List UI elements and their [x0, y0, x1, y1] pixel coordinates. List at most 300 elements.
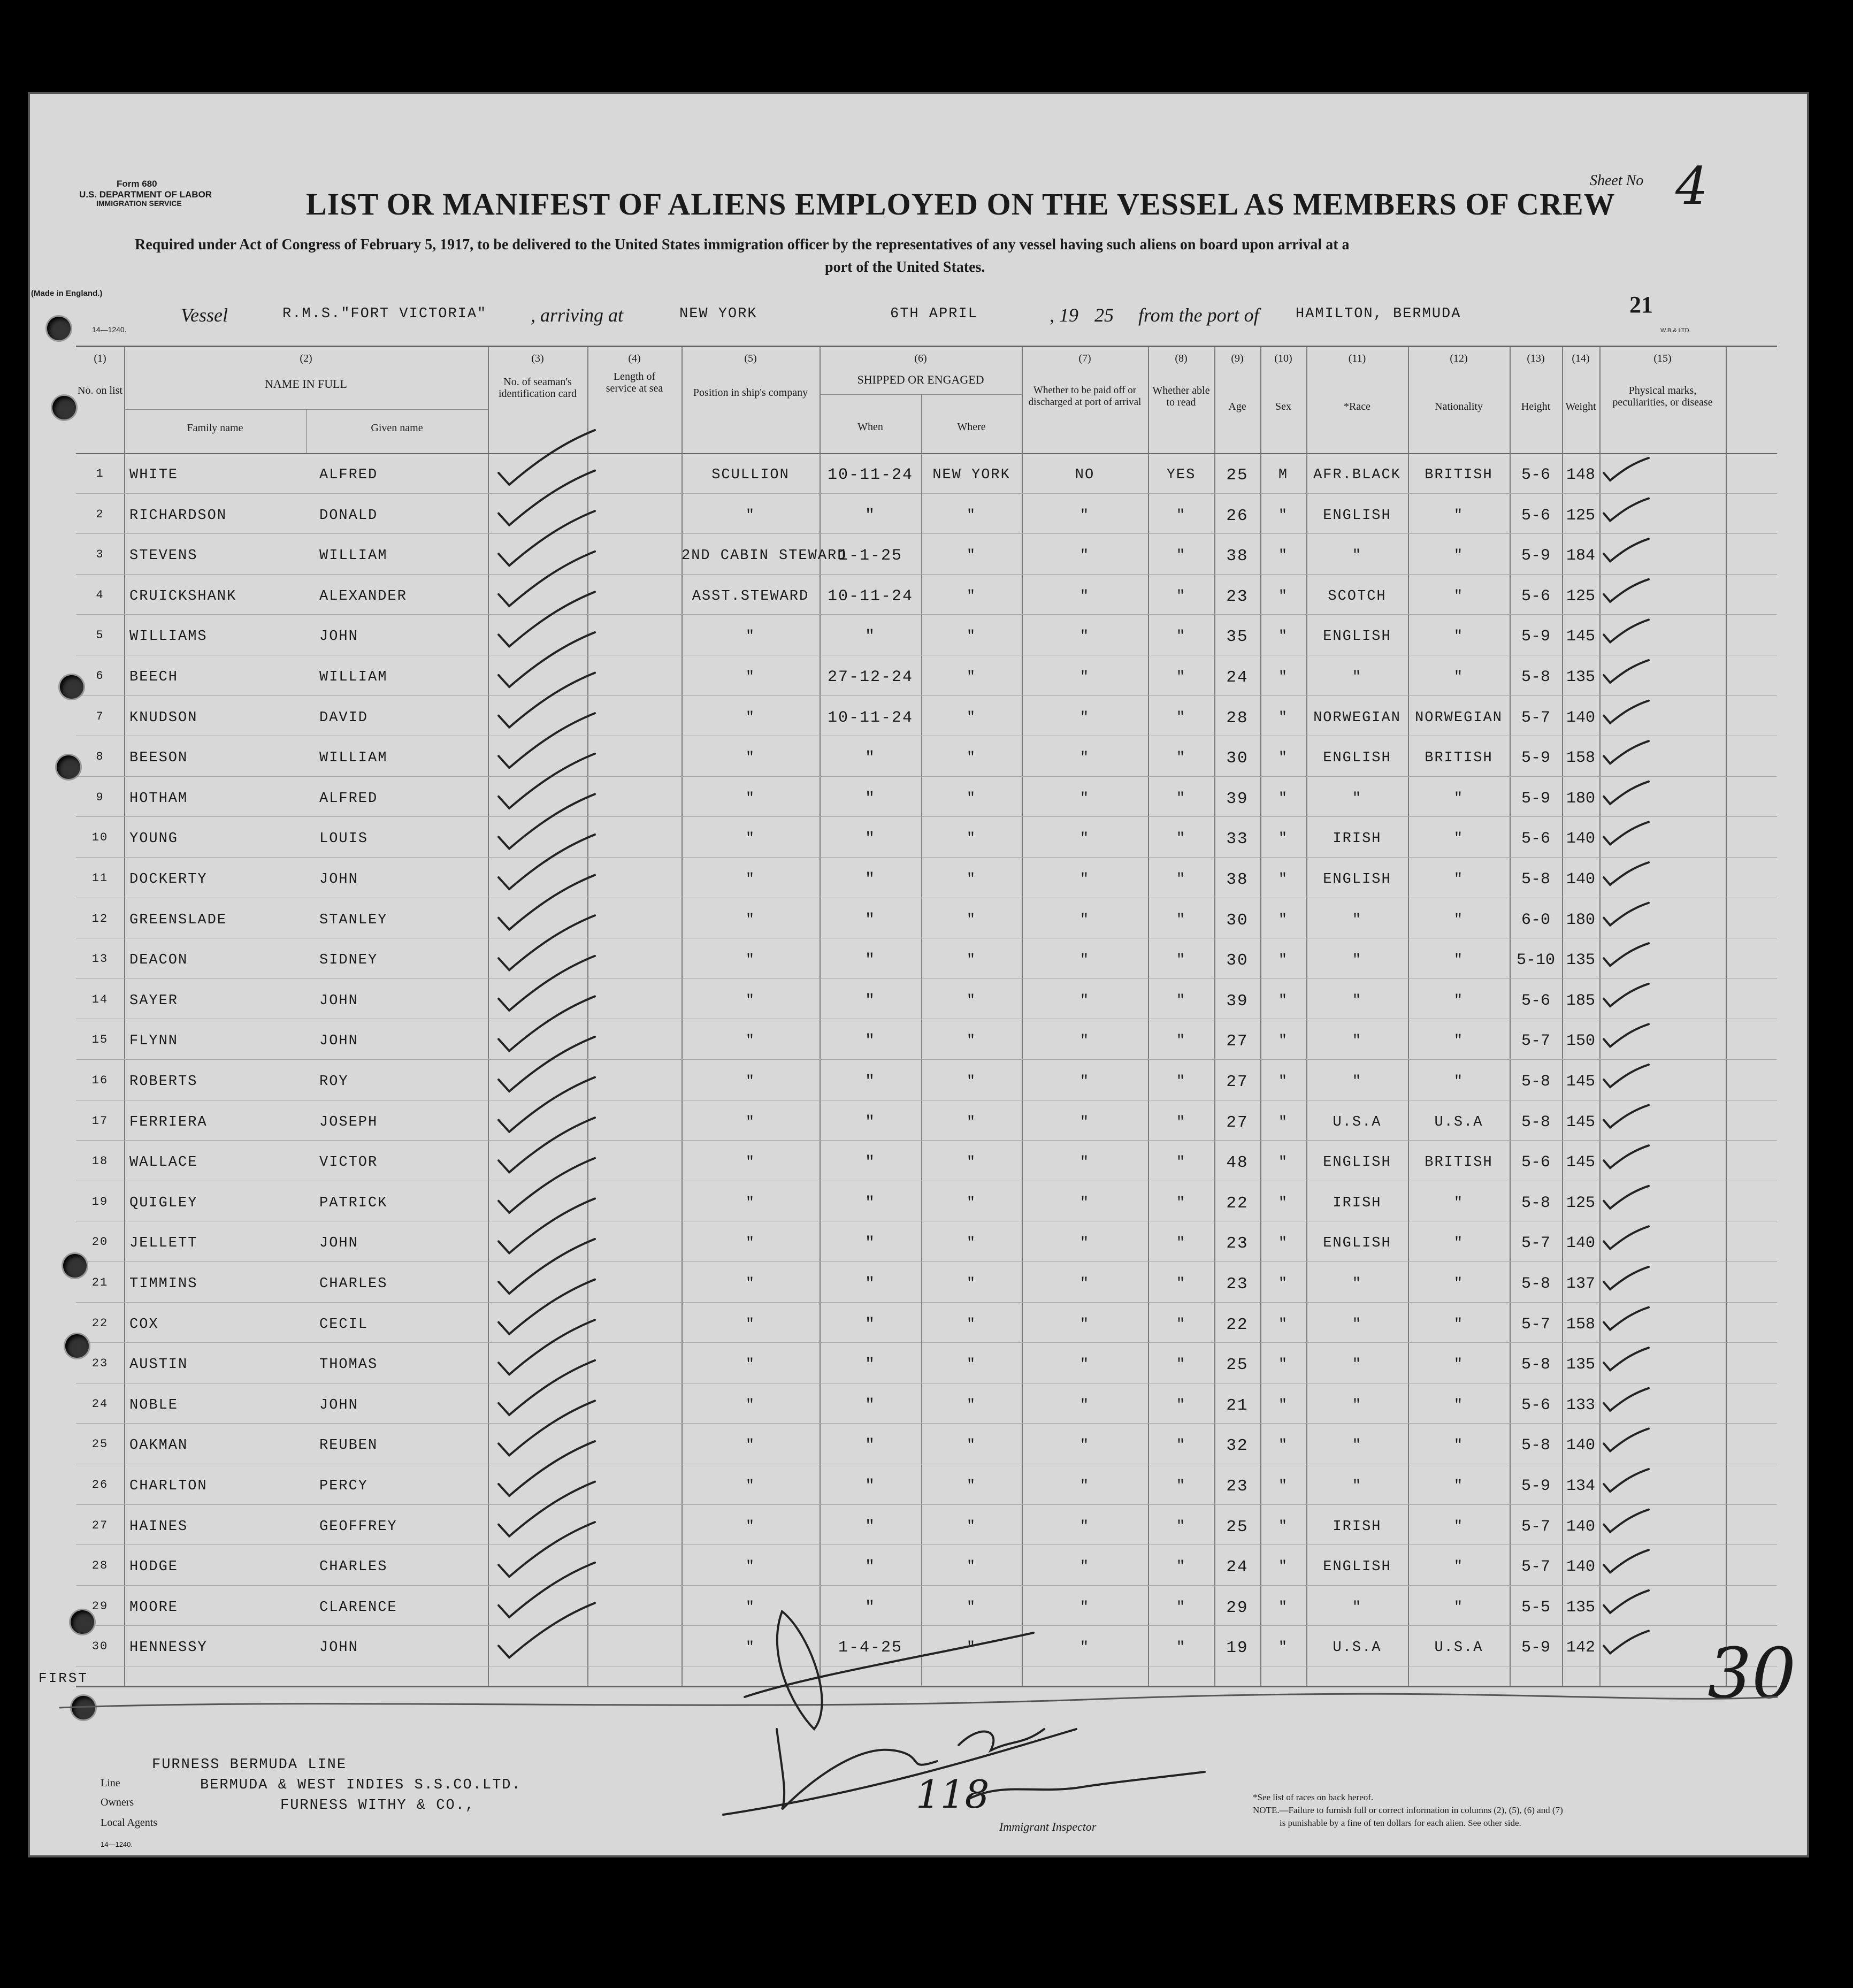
position: " [745, 1438, 756, 1454]
able-to-read: " [1176, 1195, 1186, 1211]
able-to-read: " [1176, 1033, 1186, 1050]
given-name: DAVID [319, 709, 369, 726]
shipped-when: " [864, 870, 876, 889]
col10-number: (10) [1274, 353, 1292, 364]
col15-header: Physical marks, peculiarities, or disease [1612, 385, 1713, 408]
paid-off: " [1079, 669, 1090, 685]
given-name: CHARLES [319, 1559, 388, 1576]
row-number: 19 [91, 1195, 109, 1209]
given-name: WILLIAM [319, 548, 388, 564]
age: 48 [1226, 1153, 1249, 1173]
weight: 140 [1566, 1436, 1595, 1455]
given-name: SIDNEY [319, 952, 378, 969]
handwritten-total: 30 [1707, 1633, 1796, 1714]
paid-off: " [1079, 1559, 1090, 1576]
able-to-read: YES [1166, 467, 1196, 483]
age: 23 [1226, 1477, 1249, 1496]
shipped-where: " [966, 1357, 977, 1373]
race: ENGLISH [1323, 750, 1391, 767]
weight: 142 [1566, 1639, 1595, 1657]
table-row [76, 858, 1777, 898]
race: ENGLISH [1323, 507, 1391, 524]
from-label: from the port of [1138, 304, 1259, 326]
weight: 184 [1566, 547, 1595, 565]
col1-number: (1) [94, 353, 106, 364]
nationality: " [1453, 831, 1464, 847]
race: SCOTCH [1328, 588, 1387, 605]
sex: " [1278, 750, 1289, 767]
able-to-read: " [1176, 507, 1186, 524]
col1-header: No. on list [78, 385, 122, 396]
position: SCULLION [711, 467, 790, 483]
position: " [745, 1316, 756, 1333]
race: IRISH [1333, 1195, 1382, 1211]
age: 33 [1226, 830, 1249, 849]
table-row [76, 1262, 1777, 1303]
position: " [745, 629, 756, 645]
age: 30 [1226, 951, 1249, 970]
race: " [1352, 1276, 1362, 1292]
page-title: LIST OR MANIFEST OF ALIENS EMPLOYED ON THE VESSEL AS MEMBERS OF CREW [306, 187, 1615, 221]
family-name: WILLIAMS [129, 629, 208, 645]
row-number: 25 [91, 1438, 109, 1451]
sex: " [1278, 1195, 1289, 1211]
able-to-read: " [1176, 790, 1186, 807]
col8-number: (8) [1175, 353, 1188, 364]
family-name: ROBERTS [129, 1074, 198, 1090]
owners-label: Owners [101, 1796, 134, 1808]
col6a-header: When [857, 421, 883, 433]
paid-off: " [1079, 548, 1090, 564]
position: " [745, 1518, 756, 1535]
able-to-read: " [1176, 952, 1186, 969]
printer-mark: W.B.& LTD. [1660, 327, 1691, 334]
col5-header: Position in ship's company [693, 387, 808, 399]
nationality: U.S.A [1434, 1114, 1483, 1130]
nationality: " [1453, 871, 1464, 888]
row-number: 15 [91, 1033, 109, 1047]
height: 5-6 [1521, 506, 1550, 525]
sex: " [1278, 548, 1289, 564]
nationality: " [1453, 669, 1464, 685]
shipped-where: " [966, 709, 977, 726]
given-name: JOHN [319, 1397, 358, 1413]
age: 39 [1226, 789, 1249, 808]
table-row [76, 777, 1777, 817]
shipped-when: " [864, 1073, 876, 1091]
made-in: (Made in England.) [31, 289, 103, 298]
col7-header: Whether to be paid off or discharged at port of arrival [1028, 385, 1142, 408]
paid-off: " [1079, 1276, 1090, 1292]
race: NORWEGIAN [1313, 709, 1401, 726]
position: " [745, 952, 756, 969]
shipped-when: " [864, 749, 876, 768]
shipped-where: " [966, 1397, 977, 1413]
sex: " [1278, 1114, 1289, 1130]
col14-number: (14) [1572, 353, 1590, 364]
table-row [76, 453, 1777, 494]
family-name: HODGE [129, 1559, 179, 1576]
height: 5-8 [1521, 1275, 1550, 1293]
table-row [76, 1505, 1777, 1546]
nationality: BRITISH [1425, 750, 1493, 767]
race: " [1352, 1438, 1362, 1454]
col11-header: *Race [1344, 401, 1370, 412]
form-department: U.S. DEPARTMENT OF LABOR [79, 189, 212, 200]
sex: " [1278, 871, 1289, 888]
height: 6-0 [1521, 911, 1550, 929]
arriving-label: , arriving at [531, 304, 624, 326]
col2-header: NAME IN FULL [265, 377, 347, 391]
line-label: Line [101, 1777, 120, 1789]
paid-off: " [1079, 750, 1090, 767]
family-name: MOORE [129, 1599, 179, 1616]
table-row [76, 1424, 1777, 1464]
height: 5-6 [1521, 466, 1550, 484]
weight: 145 [1566, 1073, 1595, 1091]
race: " [1352, 1478, 1362, 1494]
position: " [745, 750, 756, 767]
weight: 145 [1566, 1153, 1595, 1172]
nationality: " [1453, 507, 1464, 524]
age: 23 [1226, 587, 1249, 606]
shipped-when: 10-11-24 [827, 466, 914, 484]
row-number: 18 [91, 1154, 109, 1168]
height: 5-9 [1521, 1639, 1550, 1657]
shipped-where: " [966, 1033, 977, 1050]
paid-off: " [1079, 1640, 1090, 1656]
height: 5-8 [1521, 1194, 1550, 1212]
age: 27 [1226, 1113, 1249, 1132]
punch-hole [57, 755, 80, 779]
able-to-read: " [1176, 871, 1186, 888]
paid-off: " [1079, 709, 1090, 726]
shipped-when: 27-12-24 [827, 668, 914, 686]
nationality: BRITISH [1425, 1154, 1493, 1171]
punch-hole [60, 675, 83, 699]
owners-value: BERMUDA & WEST INDIES S.S.CO.LTD. [200, 1777, 522, 1793]
height: 5-9 [1521, 789, 1550, 808]
able-to-read: " [1176, 1397, 1186, 1413]
position: " [745, 831, 756, 847]
family-name: OAKMAN [129, 1438, 188, 1454]
able-to-read: " [1176, 1559, 1186, 1576]
able-to-read: " [1176, 1357, 1186, 1373]
nationality: " [1453, 1559, 1464, 1576]
sex: " [1278, 1599, 1289, 1616]
row-number: 28 [91, 1559, 109, 1573]
form-code-bottom: 14—1240. [101, 1840, 133, 1848]
form-code-top: 14—1240. [92, 325, 127, 334]
race: " [1352, 1316, 1362, 1333]
family-name: RICHARDSON [129, 507, 227, 524]
height: 5-7 [1521, 708, 1550, 727]
weight: 145 [1566, 628, 1595, 646]
weight: 140 [1566, 830, 1595, 848]
position: " [745, 790, 756, 807]
shipped-where: " [966, 1316, 977, 1333]
position: " [745, 1195, 756, 1211]
paid-off: " [1079, 1074, 1090, 1090]
sex: " [1278, 1316, 1289, 1333]
family-name: GREENSLADE [129, 912, 227, 928]
height: 5-6 [1521, 1396, 1550, 1414]
table-row [76, 1221, 1777, 1262]
inspector-signature [702, 1569, 1237, 1836]
nationality: " [1453, 1316, 1464, 1333]
table-row [76, 615, 1777, 655]
punch-hole [52, 396, 76, 419]
shipped-where: " [966, 1276, 977, 1292]
list-number: 21 [1629, 292, 1653, 318]
shipped-where: " [966, 1640, 977, 1656]
race: " [1352, 1074, 1362, 1090]
inspector-number: 118 [916, 1772, 990, 1817]
family-name: HOTHAM [129, 790, 188, 807]
paid-off: " [1079, 1518, 1090, 1535]
family-name: BEECH [129, 669, 179, 685]
given-name: ALFRED [319, 467, 378, 483]
position: " [745, 912, 756, 928]
family-name: STEVENS [129, 548, 198, 564]
age: 35 [1226, 628, 1249, 647]
position: ASST.STEWARD [692, 588, 809, 605]
sex: " [1278, 952, 1289, 969]
nationality: NORWEGIAN [1415, 709, 1503, 726]
table-row [76, 1383, 1777, 1424]
sex: " [1278, 1559, 1289, 1576]
shipped-where: " [966, 750, 977, 767]
race: " [1352, 669, 1362, 685]
sex: " [1278, 588, 1289, 605]
age: 23 [1226, 1275, 1249, 1294]
weight: 180 [1566, 789, 1595, 808]
age: 19 [1226, 1639, 1249, 1658]
table-row [76, 1343, 1777, 1383]
height: 5-8 [1521, 1356, 1550, 1374]
shipped-when: " [864, 1356, 876, 1374]
weight: 145 [1566, 1113, 1595, 1131]
nationality: " [1453, 1276, 1464, 1292]
table-row [76, 1181, 1777, 1222]
race: U.S.A [1333, 1640, 1382, 1656]
given-name: JOHN [319, 992, 358, 1009]
age: 26 [1226, 506, 1249, 525]
weight: 125 [1566, 1194, 1595, 1212]
paid-off: " [1079, 1033, 1090, 1050]
nationality: " [1453, 912, 1464, 928]
margin-note: FIRST [39, 1670, 89, 1686]
paid-off: " [1079, 629, 1090, 645]
shipped-where: " [966, 1114, 977, 1130]
paid-off: " [1079, 1478, 1090, 1494]
sex: " [1278, 1235, 1289, 1252]
family-name: WALLACE [129, 1154, 198, 1171]
sex: " [1278, 912, 1289, 928]
nationality: " [1453, 1074, 1464, 1090]
row-number: 10 [91, 831, 109, 845]
form-number: Form 680 [117, 179, 157, 189]
able-to-read: " [1176, 1114, 1186, 1130]
sex: " [1278, 709, 1289, 726]
age: 28 [1226, 708, 1249, 728]
position: " [745, 709, 756, 726]
position: " [745, 1033, 756, 1050]
position: " [745, 669, 756, 685]
able-to-read: " [1176, 831, 1186, 847]
family-name: CHARLTON [129, 1478, 208, 1494]
family-name: SAYER [129, 992, 179, 1009]
age: 38 [1226, 870, 1249, 889]
family-name: AUSTIN [129, 1357, 188, 1373]
sex: " [1278, 507, 1289, 524]
nationality: U.S.A [1434, 1640, 1483, 1656]
weight: 158 [1566, 1315, 1595, 1334]
shipped-when: " [864, 991, 876, 1010]
shipped-where: " [966, 1154, 977, 1171]
shipped-when: " [864, 830, 876, 848]
race: " [1352, 790, 1362, 807]
punch-hole [47, 317, 71, 340]
paid-off: " [1079, 992, 1090, 1009]
height: 5-9 [1521, 749, 1550, 768]
col12-header: Nationality [1435, 401, 1483, 412]
sex: " [1278, 1154, 1289, 1171]
arrival-date: 6TH APRIL [890, 306, 978, 322]
able-to-read: " [1176, 1074, 1186, 1090]
row-number: 12 [91, 912, 109, 926]
position: " [745, 1357, 756, 1373]
able-to-read: " [1176, 1518, 1186, 1535]
col6-header: SHIPPED OR ENGAGED [857, 373, 984, 386]
age: 29 [1226, 1598, 1249, 1617]
paid-off: " [1079, 1599, 1090, 1616]
position: " [745, 1478, 756, 1494]
col12-number: (12) [1450, 353, 1468, 364]
height: 5-8 [1521, 1113, 1550, 1131]
nationality: " [1453, 1033, 1464, 1050]
given-name: REUBEN [319, 1438, 378, 1454]
nationality: " [1453, 1438, 1464, 1454]
line-value: FURNESS BERMUDA LINE [152, 1757, 347, 1773]
shipped-when: " [864, 1598, 876, 1617]
given-name: CHARLES [319, 1276, 388, 1292]
row-number: 30 [91, 1640, 109, 1654]
weight: 135 [1566, 1598, 1595, 1617]
nationality: " [1453, 1478, 1464, 1494]
able-to-read: " [1176, 669, 1186, 685]
table-row [76, 1019, 1777, 1060]
paid-off: " [1079, 790, 1090, 807]
paid-off: " [1079, 588, 1090, 605]
position: " [745, 507, 756, 524]
agents-value: FURNESS WITHY & CO., [280, 1798, 476, 1814]
race: " [1352, 1357, 1362, 1373]
sex: " [1278, 1074, 1289, 1090]
given-name: PERCY [319, 1478, 369, 1494]
given-name: DONALD [319, 507, 378, 524]
shipped-where: " [966, 1195, 977, 1211]
paid-off: " [1079, 831, 1090, 847]
table-row [76, 1100, 1777, 1141]
table-row [76, 1060, 1777, 1100]
given-name: WILLIAM [319, 750, 388, 767]
row-number: 14 [91, 992, 109, 1006]
age: 24 [1226, 1558, 1249, 1577]
able-to-read: " [1176, 1599, 1186, 1616]
row-number: 11 [91, 871, 109, 885]
height: 5-8 [1521, 1436, 1550, 1455]
family-name: COX [129, 1316, 159, 1333]
weight: 134 [1566, 1477, 1595, 1495]
col10-header: Sex [1275, 401, 1291, 412]
row-number: 4 [96, 588, 104, 602]
col2-number: (2) [300, 353, 312, 364]
nationality: " [1453, 1599, 1464, 1616]
weight: 140 [1566, 1234, 1595, 1253]
given-name: VICTOR [319, 1154, 378, 1171]
able-to-read: " [1176, 1235, 1186, 1252]
manifest-sheet [28, 92, 1809, 1857]
given-name: WILLIAM [319, 669, 388, 685]
race: " [1352, 548, 1362, 564]
given-name: JOHN [319, 1235, 358, 1252]
row-number: 6 [96, 669, 104, 683]
family-name: NOBLE [129, 1397, 179, 1413]
nationality: BRITISH [1425, 467, 1493, 483]
table-row [76, 534, 1777, 575]
table-row [76, 655, 1777, 696]
age: 25 [1226, 1356, 1249, 1375]
nationality: " [1453, 1235, 1464, 1252]
departure-port: HAMILTON, BERMUDA [1296, 306, 1461, 322]
shipped-where: " [966, 1559, 977, 1576]
family-name: YOUNG [129, 831, 179, 847]
shipped-where: " [966, 1599, 977, 1616]
race: ENGLISH [1323, 1559, 1391, 1576]
position: " [745, 1397, 756, 1413]
height: 5-8 [1521, 668, 1550, 686]
manifest-table [76, 346, 1777, 1687]
paid-off: " [1079, 1316, 1090, 1333]
weight: 135 [1566, 1356, 1595, 1374]
col7-number: (7) [1078, 353, 1091, 364]
race: ENGLISH [1323, 871, 1391, 888]
height: 5-9 [1521, 1477, 1550, 1495]
table-row [76, 817, 1777, 858]
sex: " [1278, 992, 1289, 1009]
punch-hole [65, 1334, 89, 1358]
row-number: 13 [91, 952, 109, 966]
given-name: JOHN [319, 629, 358, 645]
age: 22 [1226, 1194, 1249, 1213]
position: " [745, 1235, 756, 1252]
shipped-where: NEW YORK [932, 467, 1010, 483]
weight: 125 [1566, 587, 1595, 606]
given-name: PATRICK [319, 1195, 388, 1211]
nationality: " [1453, 952, 1464, 969]
age: 24 [1226, 668, 1249, 687]
weight: 137 [1566, 1275, 1595, 1293]
family-name: CRUICKSHANK [129, 588, 237, 605]
row-number: 20 [91, 1235, 109, 1249]
row-number: 3 [96, 548, 104, 562]
shipped-where: " [966, 507, 977, 524]
position: " [745, 1114, 756, 1130]
shipped-where: " [966, 548, 977, 564]
row-number: 2 [96, 507, 104, 521]
family-name: FERRIERA [129, 1114, 208, 1130]
